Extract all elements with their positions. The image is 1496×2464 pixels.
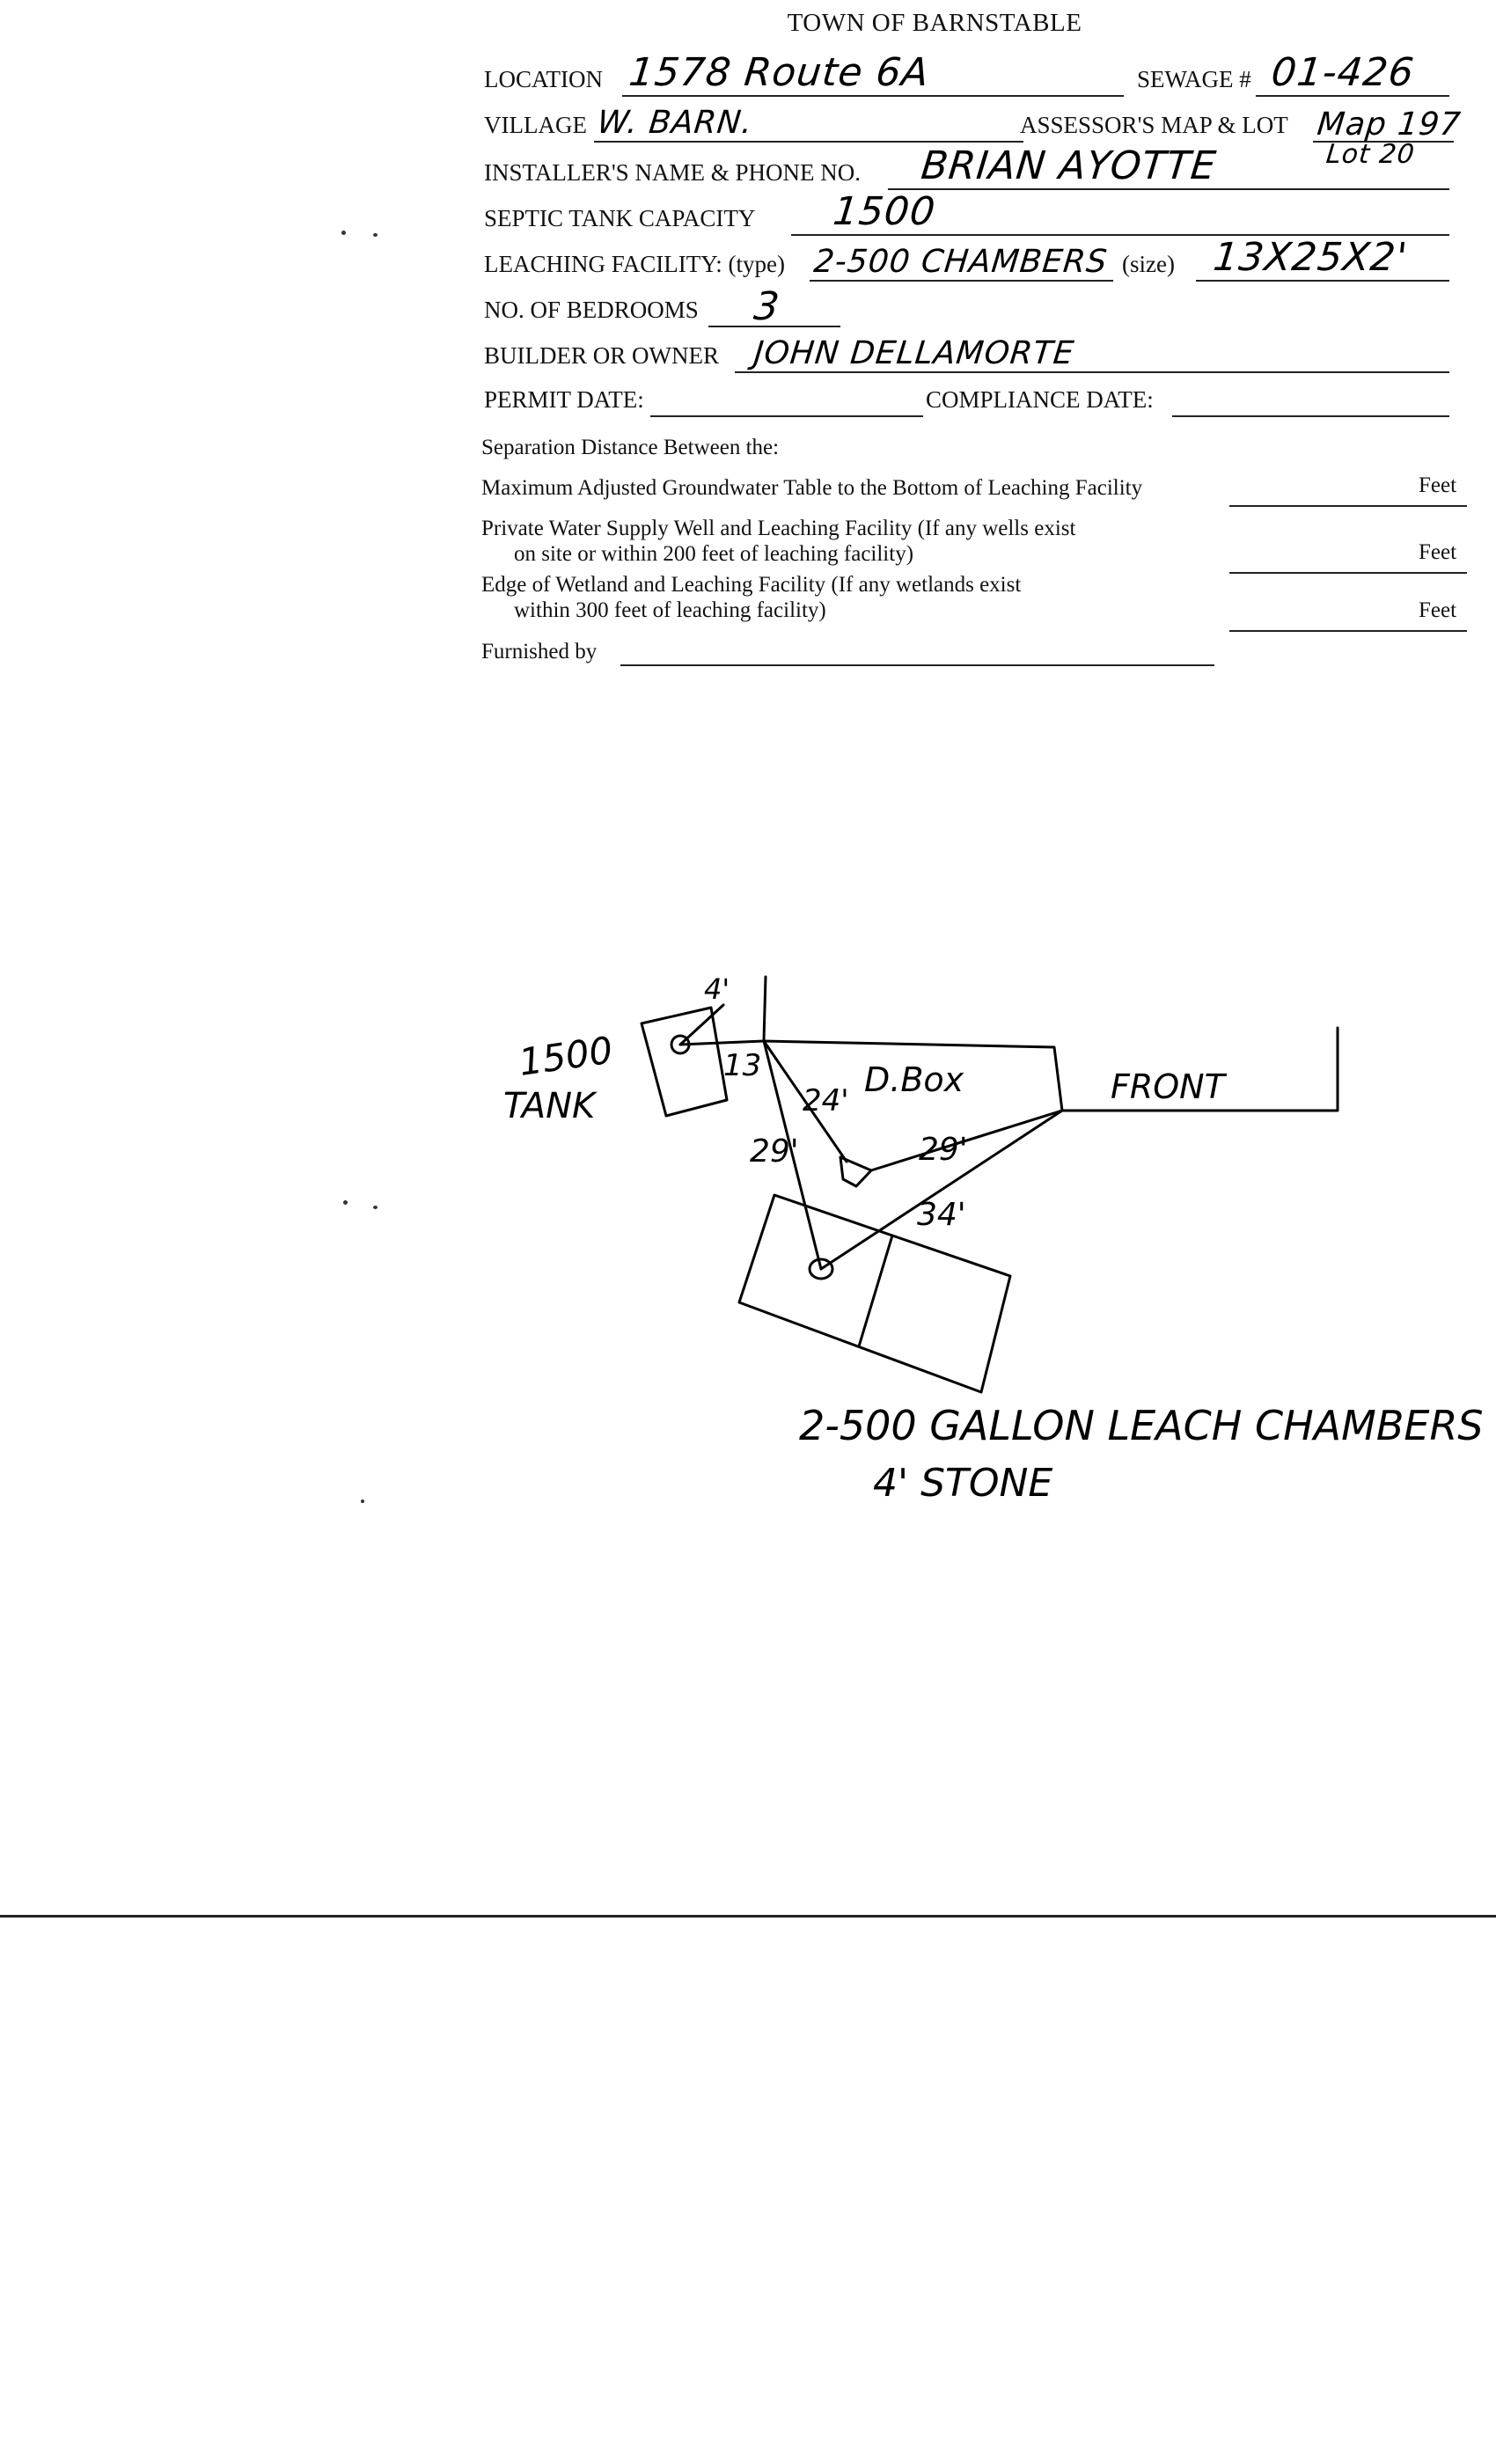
chambers-label: 2-500 GALLON LEACH CHAMBERS xyxy=(799,1402,1484,1449)
house-outline xyxy=(764,1028,1338,1111)
dim-label-34: 34' xyxy=(917,1197,966,1233)
sep-wetland-text-2: within 300 feet of leaching facility) xyxy=(514,598,826,622)
installer-value: BRIAN AYOTTE xyxy=(919,143,1219,188)
dbox-label: D.Box xyxy=(864,1060,964,1099)
bedrooms-label: NO. OF BEDROOMS xyxy=(484,297,699,323)
owner-value: JOHN DELLAMORTE xyxy=(752,335,1076,371)
page-bottom-rule xyxy=(0,1915,1496,1918)
sep-well-text-1: Private Water Supply Well and Leaching Facility (If any wells exist xyxy=(481,517,1076,540)
scan-speck xyxy=(361,1500,364,1503)
tank-value: 1500 xyxy=(831,189,938,234)
scan-speck xyxy=(343,1200,348,1205)
furnished-by-label: Furnished by xyxy=(481,640,598,664)
sep-wetland-feet: Feet xyxy=(1419,598,1457,622)
village-label: VILLAGE xyxy=(484,112,587,138)
separation-heading: Separation Distance Between the: xyxy=(481,436,780,459)
village-value: W. BARN. xyxy=(595,105,755,141)
permit-date-label: PERMIT DATE: xyxy=(484,386,644,413)
sep-well-feet: Feet xyxy=(1419,540,1457,564)
size-label: (size) xyxy=(1122,251,1175,277)
tank-label-1500: 1500 xyxy=(516,1028,616,1084)
tank-label: SEPTIC TANK CAPACITY xyxy=(484,205,756,231)
scan-speck xyxy=(373,233,378,237)
location-value: 1578 Route 6A xyxy=(627,50,932,95)
sep-wetland-text-1: Edge of Wetland and Leaching Facility (If any wetlands exist xyxy=(481,573,1022,597)
sewage-label: SEWAGE # xyxy=(1137,66,1251,92)
dim-label-29-right: 29' xyxy=(919,1132,968,1168)
scan-speck xyxy=(373,1206,378,1209)
septic-tank-outline xyxy=(642,1008,727,1116)
owner-label: BUILDER OR OWNER xyxy=(484,342,719,369)
sep-well-text-2: on site or within 200 feet of leaching facility) xyxy=(514,542,914,566)
dim-label-4: 4' xyxy=(704,972,730,1006)
bedrooms-value: 3 xyxy=(752,284,782,329)
leach-chamber-divider xyxy=(859,1236,892,1346)
tank-label-tank: TANK xyxy=(503,1086,596,1126)
sewage-value: 01-426 xyxy=(1269,50,1417,95)
leaching-type-value: 2-500 CHAMBERS xyxy=(811,244,1110,280)
dim-label-29-left: 29' xyxy=(750,1133,799,1170)
map-lot-label: ASSESSOR'S MAP & LOT xyxy=(1020,112,1288,138)
map-value: Map 197 xyxy=(1315,106,1463,143)
tank-to-house-line xyxy=(680,1041,764,1045)
location-label: LOCATION xyxy=(484,66,603,92)
front-label: FRONT xyxy=(1111,1067,1225,1106)
compliance-date-label: COMPLIANCE DATE: xyxy=(926,386,1154,413)
size-value: 13X25X2' xyxy=(1211,235,1411,280)
scan-speck xyxy=(341,231,346,235)
sep-groundwater-text: Maximum Adjusted Groundwater Table to the Bottom of Leaching Facility xyxy=(481,476,1143,500)
stone-label: 4' STONE xyxy=(873,1461,1053,1506)
form-title: TOWN OF BARNSTABLE xyxy=(787,9,1082,37)
leaching-label: LEACHING FACILITY: (type) xyxy=(484,251,785,277)
dim-label-24: 24' xyxy=(803,1083,849,1118)
tank-house-line xyxy=(764,977,766,1040)
installer-label: INSTALLER'S NAME & PHONE NO. xyxy=(484,159,861,186)
sep-groundwater-feet: Feet xyxy=(1419,473,1457,497)
dim-label-13: 13 xyxy=(723,1048,762,1083)
